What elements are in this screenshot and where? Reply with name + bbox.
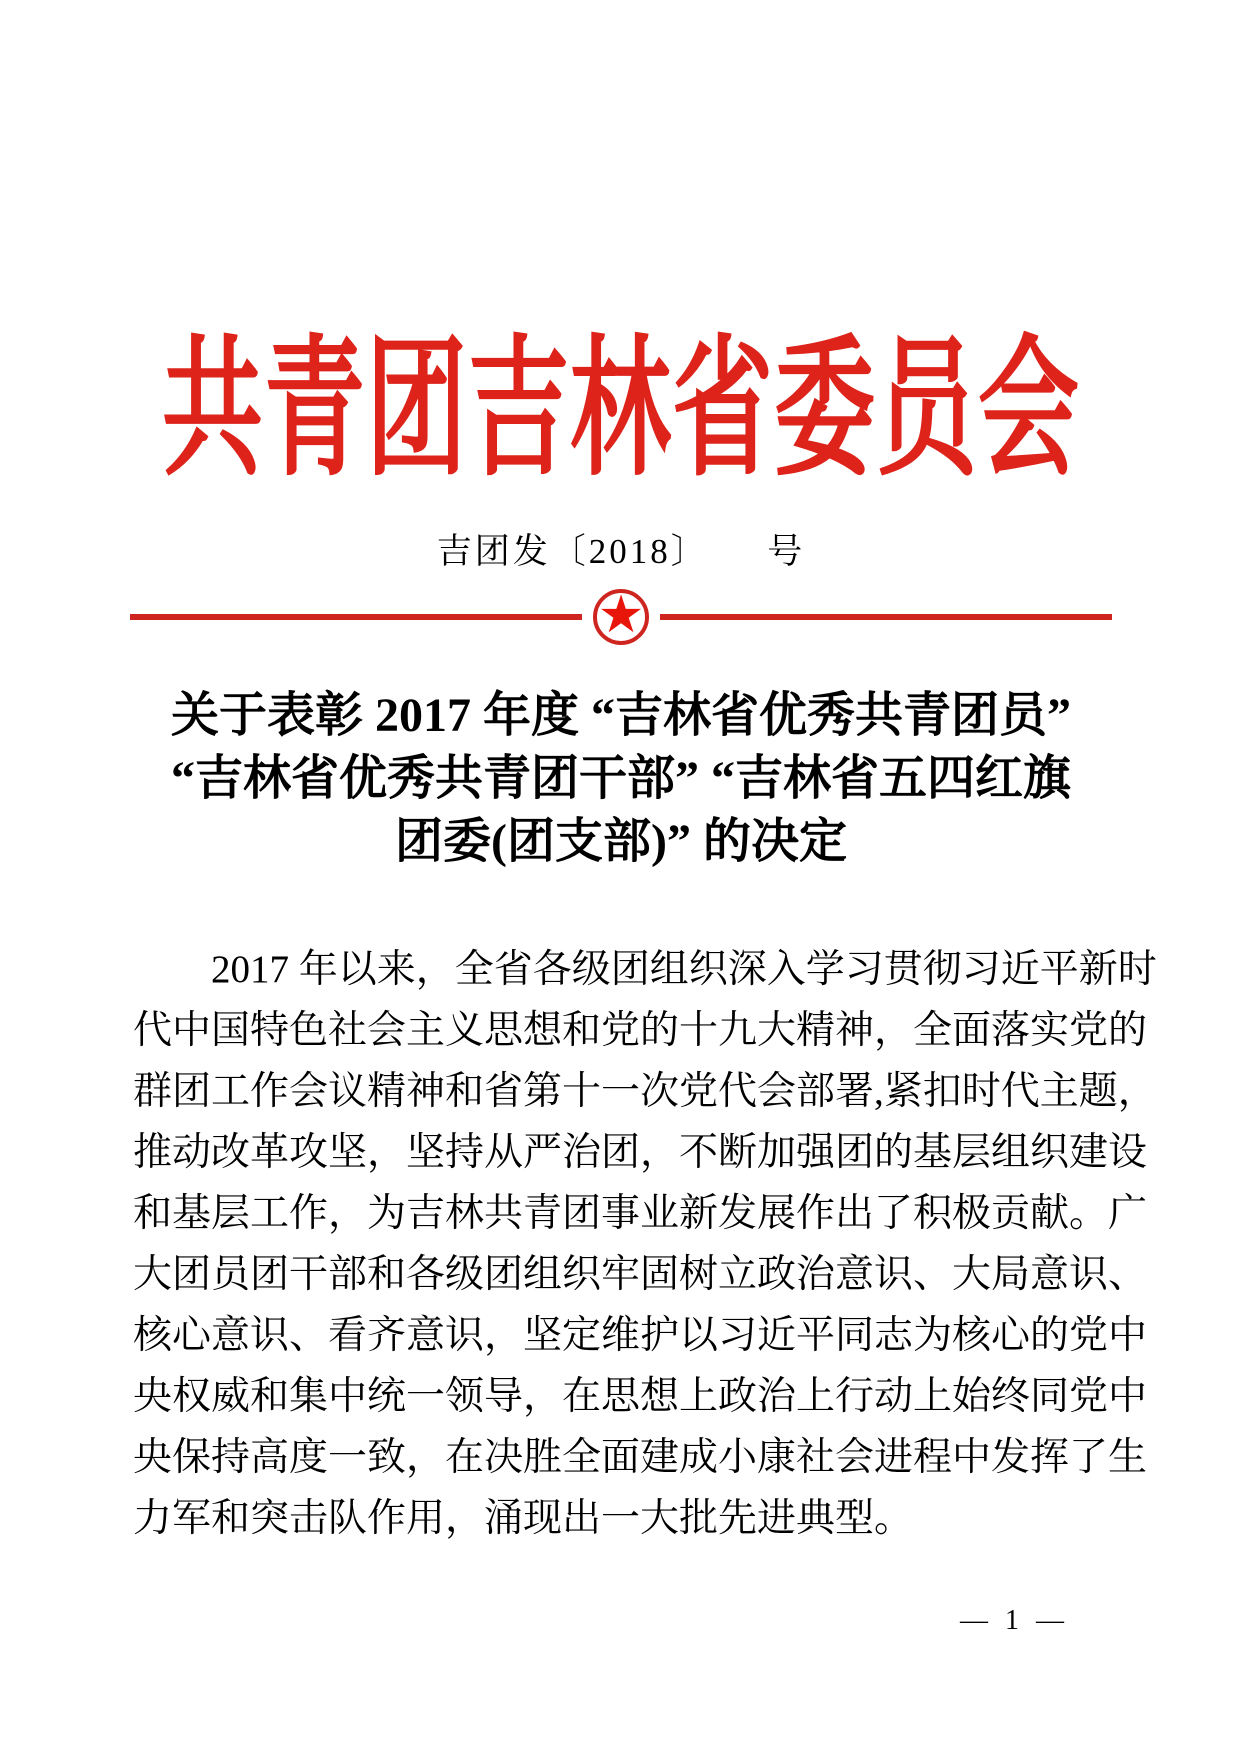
body-line: 代中国特色社会主义思想和党的十九大精神，全面落实党的	[133, 1009, 1148, 1052]
star-circle-icon	[593, 584, 649, 645]
divider-line-left	[130, 614, 582, 620]
body-line: 大团员团干部和各级团组织牢固树立政治意识、大局意识、	[133, 1253, 1148, 1296]
body-paragraph	[133, 939, 1157, 1549]
divider-line-right	[660, 614, 1112, 620]
body-line: 央权威和集中统一领导，在思想上政治上行动上始终同党中	[133, 1375, 1148, 1418]
body-line: 群团工作会议精神和省第十一次党代会部署,紧扣时代主题，	[133, 1070, 1157, 1113]
letterhead-org-name: 共青团吉林省委员会	[161, 326, 1080, 494]
letterhead-divider	[130, 584, 1112, 645]
document-title-line-1: 关于表彰 2017 年度 “吉林省优秀共青团员”	[170, 689, 1071, 742]
body-line: 核心意识、看齐意识，坚定维护以习近平同志为核心的党中	[133, 1314, 1148, 1357]
body-line: 央保持高度一致，在决胜全面建成小康社会进程中发挥了生	[133, 1436, 1148, 1479]
body-line: 力军和突击队作用，涌现出一大批先进典型。	[133, 1497, 914, 1540]
body-line: 推动改革攻坚，坚持从严治团，不断加强团的基层组织建设	[133, 1131, 1148, 1174]
document-title	[0, 684, 1242, 873]
star-icon: ★	[597, 584, 645, 645]
page-number: — 1 —	[960, 1605, 1069, 1636]
document-title-line-3: 团委(团支部)” 的决定	[395, 815, 847, 868]
document-title-line-2: “吉林省优秀共青团干部” “吉林省五四红旗	[170, 752, 1071, 805]
body-line: 2017 年以来，全省各级团组织深入学习贯彻习近平新时	[211, 948, 1157, 991]
document-number: 吉团发〔2018〕 号	[436, 532, 806, 571]
body-line: 和基层工作，为吉林共青团事业新发展作出了积极贡献。广	[133, 1192, 1148, 1235]
